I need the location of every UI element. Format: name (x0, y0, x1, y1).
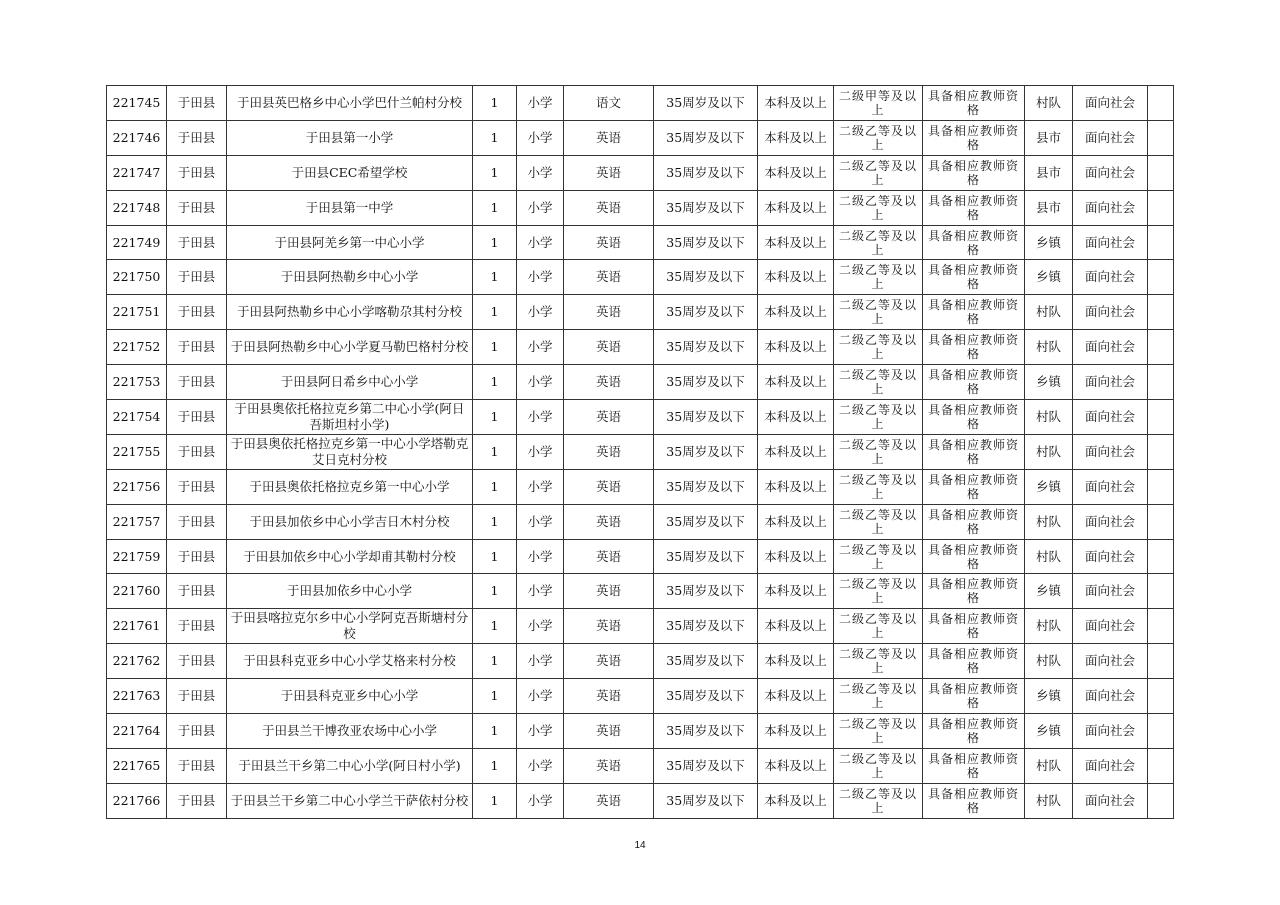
cell-school-level: 小学 (517, 120, 564, 155)
cell-mandarin-level: 二级乙等及以上 (834, 714, 923, 749)
cell-county: 于田县 (167, 120, 227, 155)
cell-remarks (1148, 574, 1174, 609)
cell-headcount: 1 (473, 609, 517, 644)
cell-mandarin-level: 二级乙等及以上 (834, 260, 923, 295)
cell-position-code: 221752 (107, 330, 167, 365)
cell-recruitment-scope: 面向社会 (1073, 260, 1148, 295)
cell-location-type: 县市 (1025, 190, 1073, 225)
cell-education: 本科及以上 (758, 400, 834, 435)
cell-qualification: 具备相应教师资格 (923, 260, 1025, 295)
cell-education: 本科及以上 (758, 644, 834, 679)
cell-school-level: 小学 (517, 504, 564, 539)
table-row (107, 644, 1174, 679)
cell-qualification: 具备相应教师资格 (923, 434, 1025, 469)
cell-education: 本科及以上 (758, 504, 834, 539)
cell-qualification: 具备相应教师资格 (923, 574, 1025, 609)
cell-school-name: 于田县阿热勒乡中心小学喀勒尕其村分校 (227, 295, 473, 330)
table-row (107, 783, 1174, 818)
cell-county: 于田县 (167, 330, 227, 365)
cell-education: 本科及以上 (758, 574, 834, 609)
cell-school-level: 小学 (517, 434, 564, 469)
cell-headcount: 1 (473, 120, 517, 155)
cell-age-limit: 35周岁及以下 (654, 330, 758, 365)
table-row (107, 714, 1174, 749)
cell-mandarin-level: 二级乙等及以上 (834, 190, 923, 225)
cell-qualification: 具备相应教师资格 (923, 295, 1025, 330)
cell-county: 于田县 (167, 225, 227, 260)
cell-mandarin-level: 二级乙等及以上 (834, 434, 923, 469)
cell-qualification: 具备相应教师资格 (923, 783, 1025, 818)
cell-education: 本科及以上 (758, 225, 834, 260)
cell-school-name: 于田县阿日希乡中心小学 (227, 365, 473, 400)
cell-remarks (1148, 400, 1174, 435)
cell-county: 于田县 (167, 539, 227, 574)
cell-recruitment-scope: 面向社会 (1073, 644, 1148, 679)
cell-mandarin-level: 二级乙等及以上 (834, 365, 923, 400)
cell-school-name: 于田县第一中学 (227, 190, 473, 225)
cell-headcount: 1 (473, 574, 517, 609)
table-row (107, 748, 1174, 783)
table-row (107, 120, 1174, 155)
cell-location-type: 村队 (1025, 434, 1073, 469)
cell-school-level: 小学 (517, 86, 564, 121)
cell-school-level: 小学 (517, 365, 564, 400)
cell-position-code: 221757 (107, 504, 167, 539)
cell-qualification: 具备相应教师资格 (923, 539, 1025, 574)
cell-school-level: 小学 (517, 714, 564, 749)
cell-remarks (1148, 609, 1174, 644)
cell-headcount: 1 (473, 155, 517, 190)
cell-headcount: 1 (473, 190, 517, 225)
table-row (107, 504, 1174, 539)
cell-age-limit: 35周岁及以下 (654, 644, 758, 679)
cell-qualification: 具备相应教师资格 (923, 609, 1025, 644)
cell-county: 于田县 (167, 190, 227, 225)
cell-remarks (1148, 225, 1174, 260)
cell-subject: 英语 (564, 330, 654, 365)
cell-education: 本科及以上 (758, 783, 834, 818)
cell-education: 本科及以上 (758, 748, 834, 783)
cell-location-type: 乡镇 (1025, 225, 1073, 260)
cell-headcount: 1 (473, 714, 517, 749)
cell-qualification: 具备相应教师资格 (923, 86, 1025, 121)
cell-position-code: 221760 (107, 574, 167, 609)
cell-mandarin-level: 二级乙等及以上 (834, 539, 923, 574)
job-position-table (106, 85, 1174, 819)
cell-qualification: 具备相应教师资格 (923, 644, 1025, 679)
cell-location-type: 村队 (1025, 539, 1073, 574)
cell-school-name: 于田县兰干乡第二中心小学(阿日村小学) (227, 748, 473, 783)
cell-county: 于田县 (167, 679, 227, 714)
cell-recruitment-scope: 面向社会 (1073, 365, 1148, 400)
cell-qualification: 具备相应教师资格 (923, 225, 1025, 260)
cell-position-code: 221754 (107, 400, 167, 435)
cell-subject: 英语 (564, 155, 654, 190)
cell-recruitment-scope: 面向社会 (1073, 469, 1148, 504)
cell-location-type: 村队 (1025, 609, 1073, 644)
cell-age-limit: 35周岁及以下 (654, 679, 758, 714)
cell-location-type: 村队 (1025, 295, 1073, 330)
cell-remarks (1148, 679, 1174, 714)
cell-headcount: 1 (473, 748, 517, 783)
cell-mandarin-level: 二级乙等及以上 (834, 748, 923, 783)
cell-age-limit: 35周岁及以下 (654, 120, 758, 155)
cell-position-code: 221763 (107, 679, 167, 714)
cell-recruitment-scope: 面向社会 (1073, 504, 1148, 539)
cell-school-level: 小学 (517, 574, 564, 609)
cell-position-code: 221748 (107, 190, 167, 225)
cell-headcount: 1 (473, 679, 517, 714)
cell-headcount: 1 (473, 539, 517, 574)
cell-subject: 英语 (564, 574, 654, 609)
cell-education: 本科及以上 (758, 155, 834, 190)
cell-remarks (1148, 469, 1174, 504)
cell-county: 于田县 (167, 609, 227, 644)
cell-recruitment-scope: 面向社会 (1073, 434, 1148, 469)
cell-school-level: 小学 (517, 190, 564, 225)
cell-education: 本科及以上 (758, 539, 834, 574)
cell-county: 于田县 (167, 155, 227, 190)
cell-age-limit: 35周岁及以下 (654, 155, 758, 190)
cell-remarks (1148, 644, 1174, 679)
cell-mandarin-level: 二级乙等及以上 (834, 469, 923, 504)
cell-remarks (1148, 155, 1174, 190)
cell-position-code: 221765 (107, 748, 167, 783)
cell-position-code: 221747 (107, 155, 167, 190)
cell-school-level: 小学 (517, 609, 564, 644)
cell-recruitment-scope: 面向社会 (1073, 539, 1148, 574)
cell-school-name: 于田县科克亚乡中心小学艾格来村分校 (227, 644, 473, 679)
cell-school-level: 小学 (517, 679, 564, 714)
cell-headcount: 1 (473, 783, 517, 818)
cell-county: 于田县 (167, 748, 227, 783)
cell-qualification: 具备相应教师资格 (923, 679, 1025, 714)
cell-recruitment-scope: 面向社会 (1073, 86, 1148, 121)
cell-age-limit: 35周岁及以下 (654, 714, 758, 749)
cell-mandarin-level: 二级乙等及以上 (834, 609, 923, 644)
table-row (107, 86, 1174, 121)
table-row (107, 679, 1174, 714)
cell-location-type: 乡镇 (1025, 714, 1073, 749)
cell-education: 本科及以上 (758, 714, 834, 749)
cell-mandarin-level: 二级乙等及以上 (834, 120, 923, 155)
table-row (107, 434, 1174, 469)
cell-qualification: 具备相应教师资格 (923, 120, 1025, 155)
cell-school-level: 小学 (517, 400, 564, 435)
cell-location-type: 乡镇 (1025, 679, 1073, 714)
cell-subject: 英语 (564, 120, 654, 155)
table-row (107, 295, 1174, 330)
cell-headcount: 1 (473, 365, 517, 400)
cell-location-type: 乡镇 (1025, 469, 1073, 504)
cell-subject: 英语 (564, 469, 654, 504)
cell-remarks (1148, 86, 1174, 121)
cell-recruitment-scope: 面向社会 (1073, 190, 1148, 225)
cell-recruitment-scope: 面向社会 (1073, 155, 1148, 190)
cell-subject: 英语 (564, 609, 654, 644)
cell-school-name: 于田县兰干博孜亚农场中心小学 (227, 714, 473, 749)
page-number: 14 (634, 840, 646, 851)
table-row (107, 365, 1174, 400)
cell-qualification: 具备相应教师资格 (923, 504, 1025, 539)
cell-subject: 英语 (564, 748, 654, 783)
table-row (107, 260, 1174, 295)
table-row (107, 574, 1174, 609)
cell-remarks (1148, 714, 1174, 749)
cell-county: 于田县 (167, 434, 227, 469)
table-row (107, 155, 1174, 190)
cell-school-level: 小学 (517, 469, 564, 504)
cell-school-name: 于田县加依乡中心小学却甫其勒村分校 (227, 539, 473, 574)
cell-headcount: 1 (473, 400, 517, 435)
cell-county: 于田县 (167, 365, 227, 400)
cell-age-limit: 35周岁及以下 (654, 400, 758, 435)
cell-recruitment-scope: 面向社会 (1073, 295, 1148, 330)
cell-school-name: 于田县CEC希望学校 (227, 155, 473, 190)
cell-mandarin-level: 二级乙等及以上 (834, 679, 923, 714)
cell-school-level: 小学 (517, 539, 564, 574)
cell-position-code: 221764 (107, 714, 167, 749)
cell-location-type: 村队 (1025, 783, 1073, 818)
cell-qualification: 具备相应教师资格 (923, 365, 1025, 400)
cell-location-type: 乡镇 (1025, 574, 1073, 609)
table-row (107, 190, 1174, 225)
cell-qualification: 具备相应教师资格 (923, 155, 1025, 190)
table-row (107, 225, 1174, 260)
cell-qualification: 具备相应教师资格 (923, 469, 1025, 504)
table-row (107, 330, 1174, 365)
cell-headcount: 1 (473, 86, 517, 121)
cell-school-level: 小学 (517, 225, 564, 260)
cell-remarks (1148, 260, 1174, 295)
cell-county: 于田县 (167, 469, 227, 504)
cell-school-level: 小学 (517, 330, 564, 365)
cell-position-code: 221762 (107, 644, 167, 679)
cell-subject: 英语 (564, 225, 654, 260)
cell-school-level: 小学 (517, 295, 564, 330)
table-row (107, 469, 1174, 504)
cell-location-type: 村队 (1025, 86, 1073, 121)
cell-qualification: 具备相应教师资格 (923, 330, 1025, 365)
cell-school-name: 于田县阿热勒乡中心小学夏马勒巴格村分校 (227, 330, 473, 365)
cell-education: 本科及以上 (758, 295, 834, 330)
cell-age-limit: 35周岁及以下 (654, 190, 758, 225)
cell-headcount: 1 (473, 330, 517, 365)
cell-education: 本科及以上 (758, 86, 834, 121)
cell-location-type: 村队 (1025, 400, 1073, 435)
cell-headcount: 1 (473, 225, 517, 260)
cell-school-name: 于田县加依乡中心小学吉日木村分校 (227, 504, 473, 539)
cell-mandarin-level: 二级乙等及以上 (834, 295, 923, 330)
cell-subject: 英语 (564, 714, 654, 749)
cell-age-limit: 35周岁及以下 (654, 365, 758, 400)
cell-school-level: 小学 (517, 783, 564, 818)
cell-school-name: 于田县奥依托格拉克乡第一中心小学塔勒克艾日克村分校 (227, 434, 473, 469)
cell-qualification: 具备相应教师资格 (923, 190, 1025, 225)
cell-mandarin-level: 二级乙等及以上 (834, 155, 923, 190)
cell-education: 本科及以上 (758, 679, 834, 714)
cell-education: 本科及以上 (758, 120, 834, 155)
cell-location-type: 乡镇 (1025, 365, 1073, 400)
cell-position-code: 221750 (107, 260, 167, 295)
cell-location-type: 村队 (1025, 504, 1073, 539)
cell-school-name: 于田县第一小学 (227, 120, 473, 155)
table-row (107, 609, 1174, 644)
cell-age-limit: 35周岁及以下 (654, 609, 758, 644)
cell-remarks (1148, 365, 1174, 400)
cell-recruitment-scope: 面向社会 (1073, 609, 1148, 644)
cell-age-limit: 35周岁及以下 (654, 783, 758, 818)
cell-remarks (1148, 539, 1174, 574)
cell-remarks (1148, 434, 1174, 469)
cell-remarks (1148, 120, 1174, 155)
cell-remarks (1148, 330, 1174, 365)
cell-school-level: 小学 (517, 155, 564, 190)
cell-location-type: 村队 (1025, 644, 1073, 679)
cell-location-type: 村队 (1025, 748, 1073, 783)
cell-county: 于田县 (167, 574, 227, 609)
cell-education: 本科及以上 (758, 190, 834, 225)
cell-position-code: 221749 (107, 225, 167, 260)
cell-position-code: 221756 (107, 469, 167, 504)
cell-age-limit: 35周岁及以下 (654, 539, 758, 574)
cell-location-type: 县市 (1025, 155, 1073, 190)
cell-age-limit: 35周岁及以下 (654, 574, 758, 609)
cell-mandarin-level: 二级乙等及以上 (834, 504, 923, 539)
cell-headcount: 1 (473, 434, 517, 469)
cell-school-level: 小学 (517, 260, 564, 295)
cell-school-name: 于田县兰干乡第二中心小学兰干萨依村分校 (227, 783, 473, 818)
cell-education: 本科及以上 (758, 330, 834, 365)
cell-recruitment-scope: 面向社会 (1073, 330, 1148, 365)
cell-age-limit: 35周岁及以下 (654, 434, 758, 469)
cell-mandarin-level: 二级乙等及以上 (834, 783, 923, 818)
cell-age-limit: 35周岁及以下 (654, 748, 758, 783)
cell-county: 于田县 (167, 260, 227, 295)
cell-mandarin-level: 二级乙等及以上 (834, 330, 923, 365)
cell-age-limit: 35周岁及以下 (654, 225, 758, 260)
cell-age-limit: 35周岁及以下 (654, 86, 758, 121)
cell-school-name: 于田县奥依托格拉克乡第二中心小学(阿日吾斯坦村小学) (227, 400, 473, 435)
cell-school-name: 于田县加依乡中心小学 (227, 574, 473, 609)
cell-mandarin-level: 二级乙等及以上 (834, 400, 923, 435)
cell-subject: 英语 (564, 400, 654, 435)
cell-recruitment-scope: 面向社会 (1073, 400, 1148, 435)
cell-mandarin-level: 二级乙等及以上 (834, 644, 923, 679)
cell-position-code: 221759 (107, 539, 167, 574)
cell-mandarin-level: 二级乙等及以上 (834, 225, 923, 260)
cell-location-type: 村队 (1025, 330, 1073, 365)
cell-recruitment-scope: 面向社会 (1073, 748, 1148, 783)
cell-county: 于田县 (167, 504, 227, 539)
cell-county: 于田县 (167, 295, 227, 330)
cell-subject: 语文 (564, 86, 654, 121)
cell-subject: 英语 (564, 783, 654, 818)
cell-subject: 英语 (564, 365, 654, 400)
cell-subject: 英语 (564, 260, 654, 295)
cell-recruitment-scope: 面向社会 (1073, 714, 1148, 749)
cell-qualification: 具备相应教师资格 (923, 748, 1025, 783)
cell-remarks (1148, 783, 1174, 818)
cell-age-limit: 35周岁及以下 (654, 295, 758, 330)
cell-county: 于田县 (167, 783, 227, 818)
cell-recruitment-scope: 面向社会 (1073, 120, 1148, 155)
table-row (107, 539, 1174, 574)
cell-education: 本科及以上 (758, 469, 834, 504)
cell-recruitment-scope: 面向社会 (1073, 679, 1148, 714)
cell-location-type: 县市 (1025, 120, 1073, 155)
cell-recruitment-scope: 面向社会 (1073, 574, 1148, 609)
cell-county: 于田县 (167, 86, 227, 121)
cell-remarks (1148, 504, 1174, 539)
cell-county: 于田县 (167, 400, 227, 435)
cell-school-name: 于田县喀拉克尔乡中心小学阿克吾斯塘村分校 (227, 609, 473, 644)
cell-headcount: 1 (473, 504, 517, 539)
cell-school-level: 小学 (517, 644, 564, 679)
cell-headcount: 1 (473, 644, 517, 679)
cell-subject: 英语 (564, 644, 654, 679)
cell-position-code: 221751 (107, 295, 167, 330)
cell-age-limit: 35周岁及以下 (654, 260, 758, 295)
table-row (107, 400, 1174, 435)
cell-location-type: 乡镇 (1025, 260, 1073, 295)
cell-county: 于田县 (167, 644, 227, 679)
cell-subject: 英语 (564, 190, 654, 225)
cell-education: 本科及以上 (758, 434, 834, 469)
cell-school-name: 于田县阿热勒乡中心小学 (227, 260, 473, 295)
cell-subject: 英语 (564, 295, 654, 330)
cell-position-code: 221745 (107, 86, 167, 121)
cell-headcount: 1 (473, 469, 517, 504)
cell-position-code: 221753 (107, 365, 167, 400)
cell-position-code: 221755 (107, 434, 167, 469)
cell-recruitment-scope: 面向社会 (1073, 225, 1148, 260)
cell-remarks (1148, 190, 1174, 225)
cell-county: 于田县 (167, 714, 227, 749)
cell-subject: 英语 (564, 679, 654, 714)
cell-remarks (1148, 295, 1174, 330)
cell-mandarin-level: 二级乙等及以上 (834, 574, 923, 609)
cell-subject: 英语 (564, 434, 654, 469)
cell-remarks (1148, 748, 1174, 783)
cell-age-limit: 35周岁及以下 (654, 504, 758, 539)
cell-position-code: 221761 (107, 609, 167, 644)
cell-school-name: 于田县科克亚乡中心小学 (227, 679, 473, 714)
cell-headcount: 1 (473, 260, 517, 295)
cell-position-code: 221766 (107, 783, 167, 818)
cell-age-limit: 35周岁及以下 (654, 469, 758, 504)
cell-subject: 英语 (564, 539, 654, 574)
cell-mandarin-level: 二级甲等及以上 (834, 86, 923, 121)
cell-education: 本科及以上 (758, 365, 834, 400)
cell-qualification: 具备相应教师资格 (923, 714, 1025, 749)
cell-headcount: 1 (473, 295, 517, 330)
cell-school-name: 于田县英巴格乡中心小学巴什兰帕村分校 (227, 86, 473, 121)
cell-school-name: 于田县阿羌乡第一中心小学 (227, 225, 473, 260)
cell-subject: 英语 (564, 504, 654, 539)
cell-education: 本科及以上 (758, 609, 834, 644)
cell-position-code: 221746 (107, 120, 167, 155)
cell-education: 本科及以上 (758, 260, 834, 295)
cell-recruitment-scope: 面向社会 (1073, 783, 1148, 818)
cell-school-name: 于田县奥依托格拉克乡第一中心小学 (227, 469, 473, 504)
cell-school-level: 小学 (517, 748, 564, 783)
cell-qualification: 具备相应教师资格 (923, 400, 1025, 435)
